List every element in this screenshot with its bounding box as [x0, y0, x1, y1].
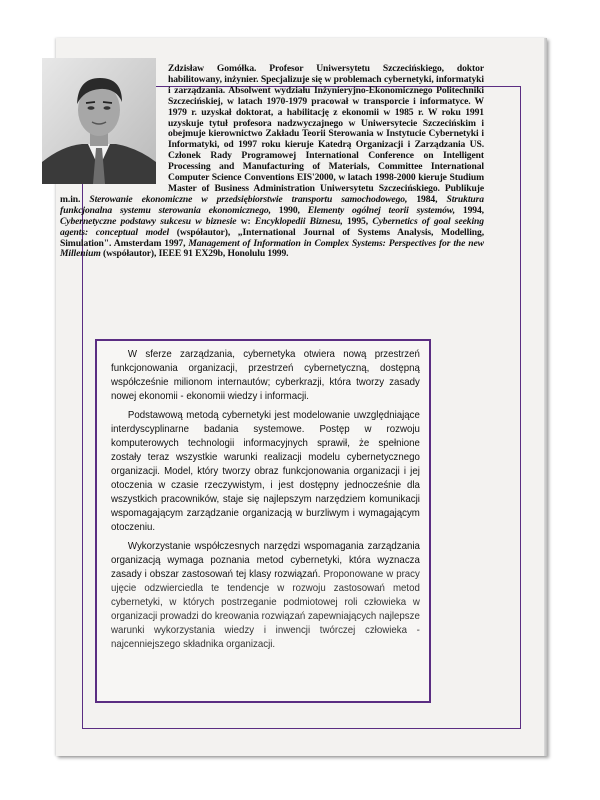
description-sentence: Proponowane w pracy ujęcie odzwierciedla te tendencje w rozwoju zastosowań metod cybernetyki, w których postrzeganie podmiotowej roli człowieka w organizacji prowadzi do kreowania rozwiązań zapewniających najlepsze warunki wykorzystania wiedzy i inwencji twórczej człowieka - najcenniejszego składnika organizacji.: [111, 569, 420, 650]
publication-title: Struktura funkcjonalna systemu sterowania ekonomicznego,: [60, 193, 484, 216]
publication-connector: w:: [240, 215, 251, 227]
book-description-box: [95, 339, 431, 703]
publication-details: (współautor), „International Journal of Systems Analysis, Modelling, Simulation". Amsterdam 1997,: [60, 226, 484, 249]
photo-spacer: [60, 64, 168, 194]
publication-title: Elementy ogólnej teorii systemów,: [307, 204, 456, 216]
description-paragraph-3: [111, 540, 420, 652]
publication-year: 1994,: [462, 204, 484, 216]
publication-year: 1984,: [416, 193, 438, 205]
description-paragraph-2: Podstawową metodą cybernetyki jest modelowanie uwzględniające interdyscyplinarne badania systemowe. Postęp w rozwoju komputerowych technologii informacyjnych sprawił, że spełnione zostały teraz wszystkie warunki realizacji modelu cybernetycznego organizacji. Model, który tworzy obraz funkcjonowania organizacji i jej otoczenia w czasie rzeczywistym, i jest dostępny jednocześnie dla wszystkich pracowników, staje się najlepszym narzędziem komunikacji wspomagającym zarządzanie organizacją w burzliwym i wymagającym otoczeniu.: [111, 410, 420, 533]
publication-title: Sterowanie ekonomiczne w przedsiębiorstwie transportu samochodowego,: [89, 193, 408, 205]
publication-details: (współautor), IEEE 91 EX29b, Honolulu 1999.: [103, 248, 289, 260]
bio-text: Zdzisław Gomółka. Profesor Uniwersytetu Szczecińskiego, doktor habilitowany, inżynier. Specjalizuje się w problemach cybernetyki, informatyki i zarządzania. Absolwent wydziału Inżynieryjno-Ekonomicznego Politechniki Szczecińskiej, w latach 1970-1979 pracował w transporcie i informatyce. W 1979 r. uzyskał doktorat, a habilitację z ekonomii w 1985 r. W roku 1991 uzyskuje tytuł profesora nadzwyczajnego w Uniwersytecie Szczecińskim i obejmuje kierownictwo Zakładu Teorii Sterowania w Instytucie Cybernetyki i Informatyki, od 1997 roku kieruje Katedrą Organizacji i Zarządzania US. Członek Rady Programowej International Conference on Intelligent Processing and Manufacturing of Materials, Committee International Computer Science Conventions EIS'2000, w latach 1998-2000 kieruje Studium Master of Business Administration Uniwersytetu Szczecińskiego. Publikuje m.in.: [60, 63, 484, 205]
publication-title: Management of Information in Complex Systems: Perspectives for the new Millenium: [60, 237, 484, 260]
description-sentence: Wykorzystanie współczesnych narzędzi wspomagania zarządzania organizacją wymaga poznania metod cybernetyki, która wyznacza zasady i obszar zastosowań tej klasy rozwiązań.: [111, 541, 420, 580]
publication-title: Cybernetyczne podstawy sukcesu w biznesie: [60, 215, 237, 227]
publication-title: Cybernetics of goal seeking agents: conceptual model: [60, 215, 484, 238]
description-paragraph-1: W sferze zarządzania, cybernetyka otwiera nową przestrzeń funkcjonowania organizacji, przestrzeń cybernetyczną, dostępną współcześnie milionom internautów; cyberkrazji, która tworzy zasady nowej ekonomii - ekonomii wiedzy i informacji.: [111, 349, 420, 402]
publication-year: 1990,: [278, 204, 300, 216]
author-biography: [60, 64, 484, 260]
publication-year: 1995,: [346, 215, 369, 227]
publication-source: Encyklopedii Biznesu,: [254, 215, 343, 227]
cover-edge: [544, 38, 547, 756]
